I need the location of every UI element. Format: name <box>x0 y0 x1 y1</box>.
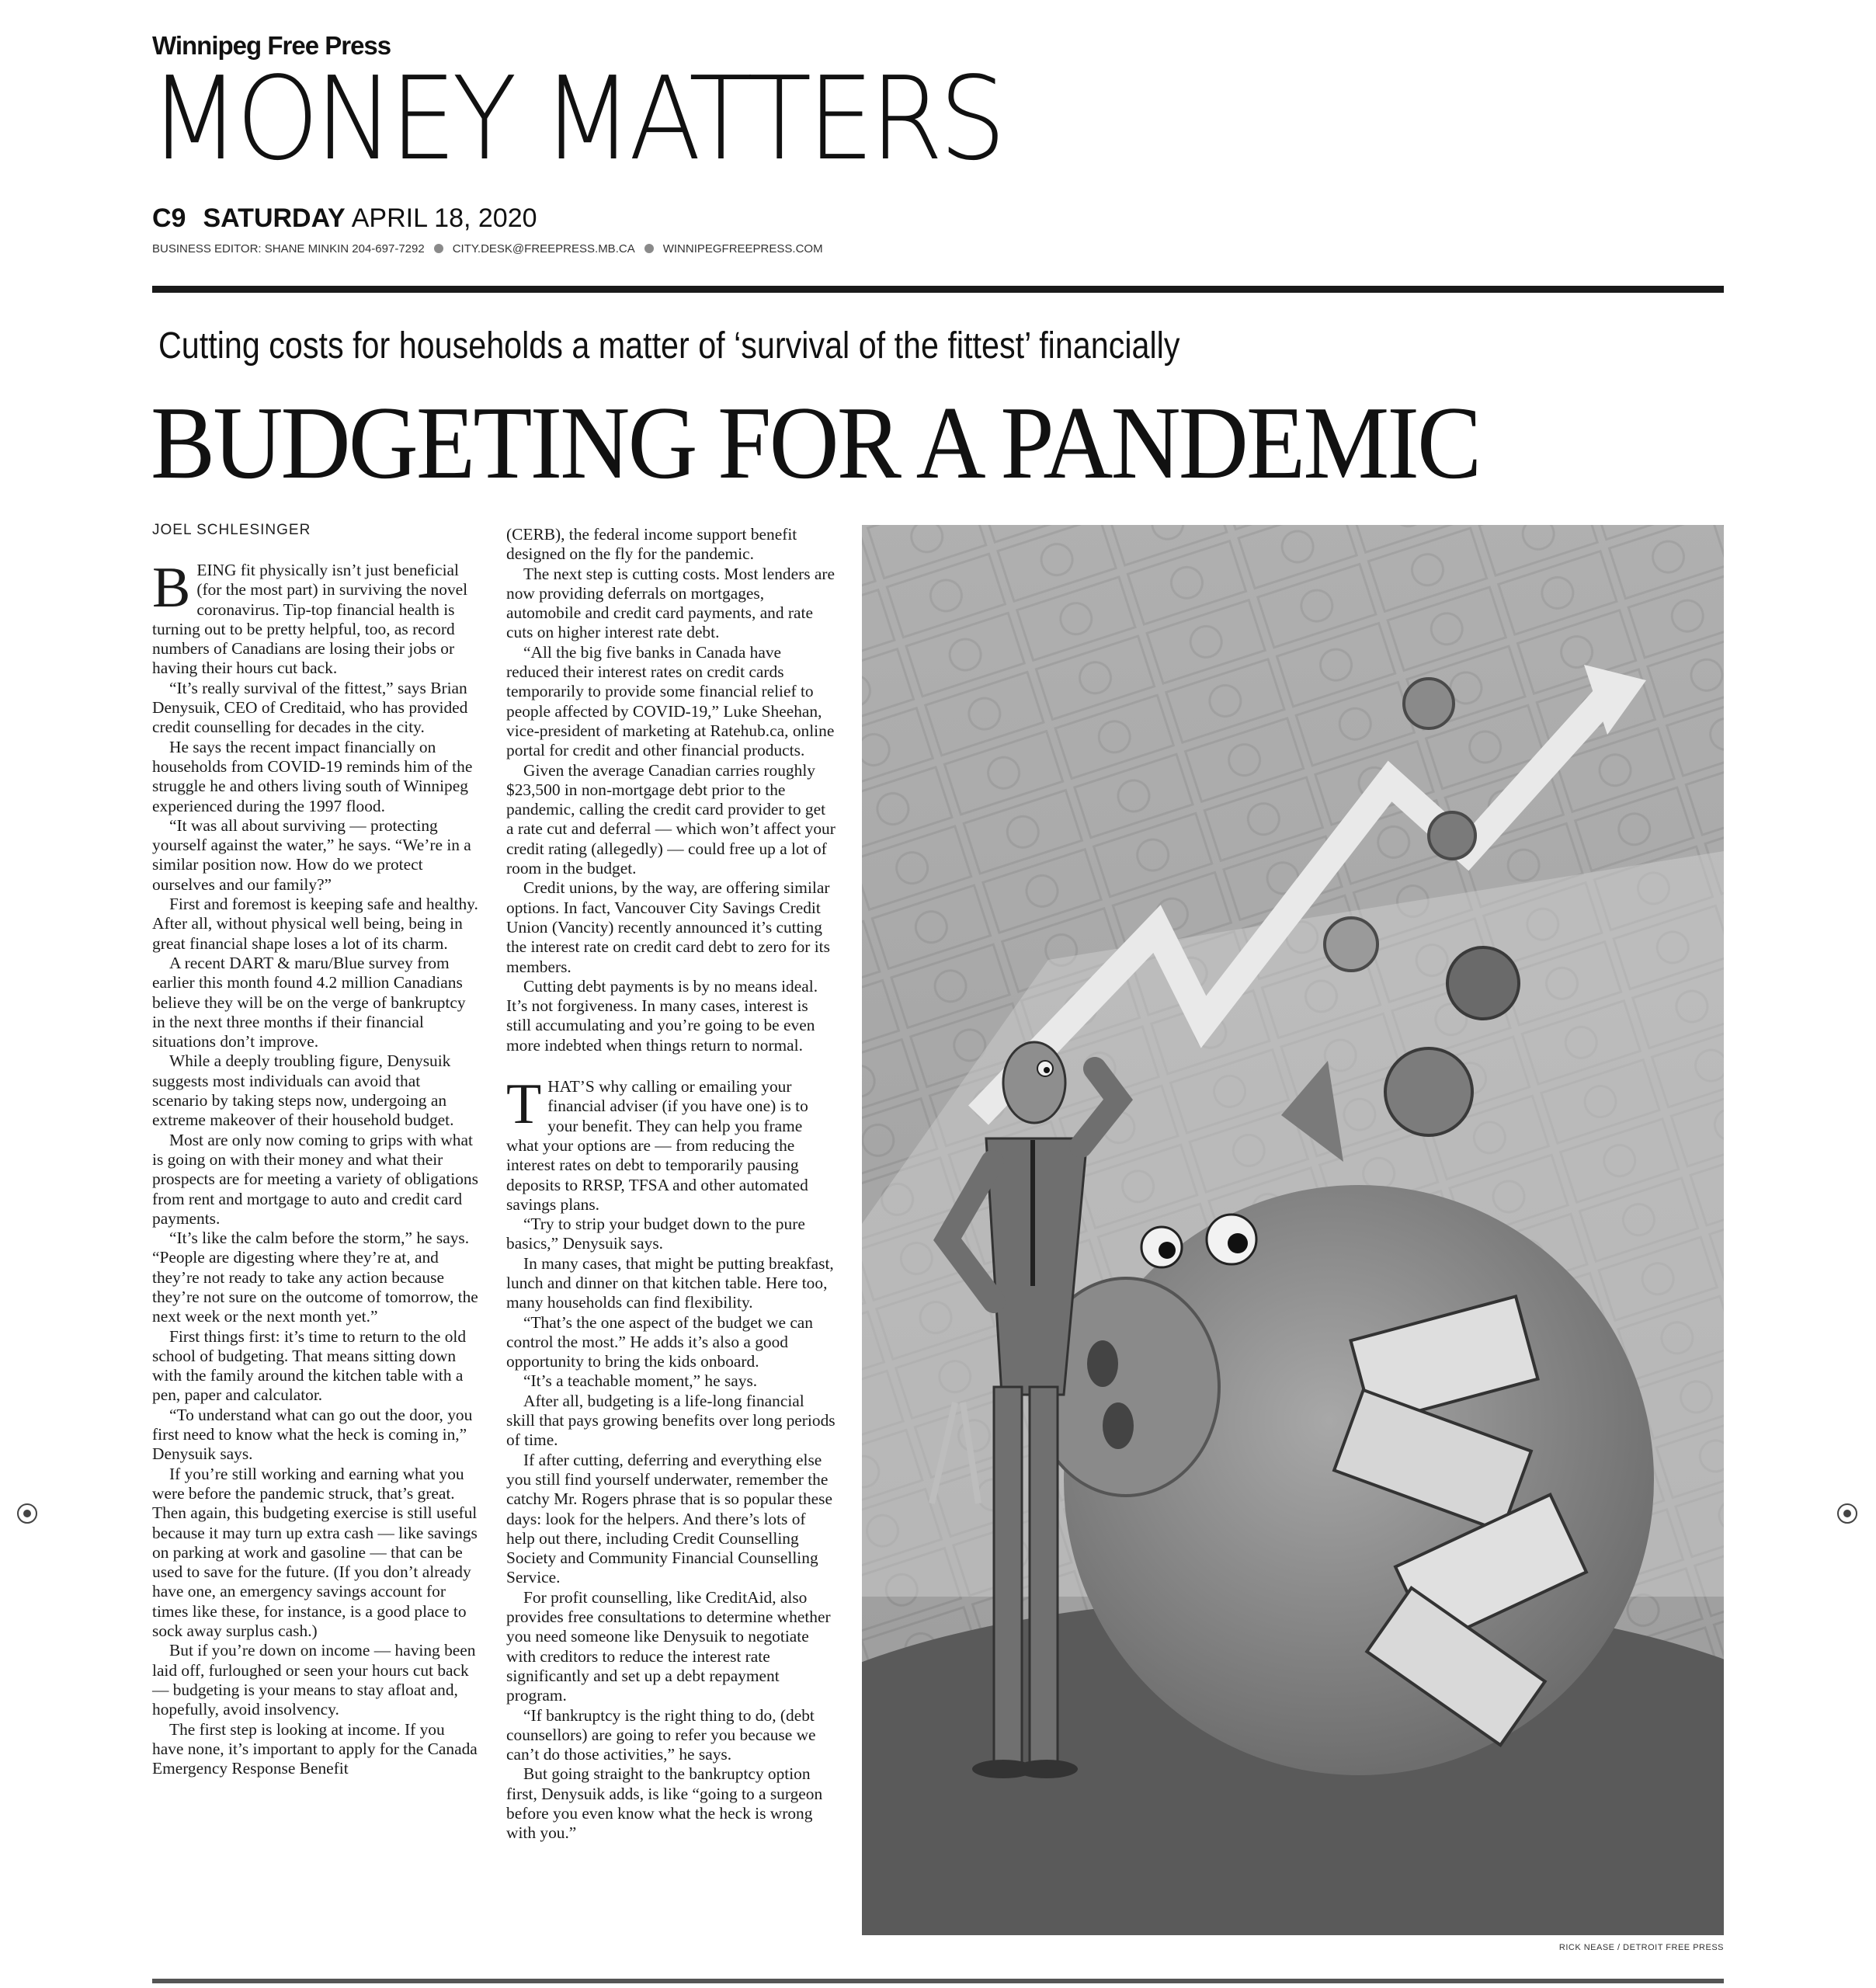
paragraph: “To understand what can go out the door, you first need to know what the heck is coming in,” Denysuik says. <box>152 1405 473 1464</box>
paragraph: “Try to strip your budget down to the pure basics,” Denysuik says. <box>506 1215 805 1253</box>
dateline-date: APRIL 18, 2020 <box>351 203 537 233</box>
bullet-icon <box>434 244 443 253</box>
registration-mark-icon <box>1837 1503 1857 1524</box>
contact-email: CITY.DESK@FREEPRESS.MB.CA <box>452 242 635 255</box>
paragraph: But if you’re down on income — having been laid off, furloughed or seen your hours cut back — budgeting is your means to stay afloat and, hopefully, avoid insolvency. <box>152 1641 476 1719</box>
masthead: Winnipeg Free Press <box>152 31 391 60</box>
paragraph: A recent DART & maru/Blue survey from earlier this month found 4.2 million Canadians believe they will be on the verge of bankruptcy in the next three months if their financial situations don’t improve. <box>152 953 466 1051</box>
photo-credit: RICK NEASE / DETROIT FREE PRESS <box>1558 1943 1724 1952</box>
paragraph: “That’s the one aspect of the budget we can control the most.” He adds it’s also a good opportunity to bring the kids onboard. <box>506 1312 813 1371</box>
paragraph: “It’s like the calm before the storm,” he says. “People are digesting where they’re at, and they’re not ready to take any action because they’re not sure on the outcome of tomorrow, the next week or the next month yet.” <box>152 1229 478 1326</box>
paragraph: For profit counselling, like CreditAid, also provides free consultations to determine whether you need someone like Denysuik to negotiate with creditors to reduce the interest rate significantly and set up a debt repayment program. <box>506 1587 831 1705</box>
bullet-icon <box>644 244 654 253</box>
bottom-rule <box>152 1979 1724 1983</box>
paragraph: If you’re still working and earning what you were before the pandemic struck, that’s great. Then again, this budgeting exercise is still useful because it may turn up extra cash — like savings on parking at work and gasoline — that can be used to save for the future. (If you don’t already have one, an emergency savings account for times like these, for instance, is a good place to sock away surplus cash.) <box>152 1464 478 1641</box>
drop-cap: B <box>152 556 191 620</box>
illustration <box>862 525 1724 1935</box>
paragraph: But going straight to the bankruptcy option first, Denysuik adds, is like “going to a surgeon before you even know what the heck is wrong with you.” <box>506 1764 823 1843</box>
contact-line <box>152 242 823 255</box>
business-editor: BUSINESS EDITOR: SHANE MINKIN 204-697-7292 <box>152 242 425 255</box>
paragraph: He says the recent impact financially on households from COVID-19 reminds him of the struggle he and others living south of Winnipeg experienced during the 1997 flood. <box>152 737 473 815</box>
paragraph: “If bankruptcy is the right thing to do, (debt counsellors) are going to refer you because we can’t do those activities,” he says. <box>506 1705 816 1764</box>
section-gap <box>506 1055 836 1077</box>
paragraph: The next step is cutting costs. Most lenders are now providing deferrals on mortgages, automobile and credit card payments, and rate cuts on higher interest rate debt. <box>506 564 835 642</box>
headline: BUDGETING FOR A PANDEMIC <box>151 385 1480 500</box>
paragraph: In many cases, that might be putting breakfast, lunch and dinner on that kitchen table. Here too, many households can find flexibility. <box>506 1253 834 1312</box>
paragraph: Cutting debt payments is by no means ideal. It’s not forgiveness. In many cases, interest is still accumulating and you’re going to be even more indebted when things return to normal. <box>506 976 818 1055</box>
illustration-svg <box>862 525 1724 1935</box>
drop-cap: T <box>506 1072 542 1137</box>
byline: JOEL SCHLESINGER <box>152 522 311 538</box>
page-number: C9 <box>152 203 186 233</box>
paragraph: The first step is looking at income. If you have none, it’s important to apply for the Canada Emergency Response Benefit <box>152 1719 478 1778</box>
paragraph: Credit unions, by the way, are offering similar options. In fact, Vancouver City Savings Credit Union (Vancity) recently announced it’s cutting the interest rate on credit card debt to zero for its members. <box>506 878 830 976</box>
paragraph: “All the big five banks in Canada have reduced their interest rates on credit cards temporarily to provide some financial relief to people affected by COVID-19,” Luke Sheehan, vice-president of marketing at Ratehub.ca, online portal for credit and other financial products. <box>506 642 835 760</box>
registration-mark-icon <box>17 1503 37 1524</box>
dateline-day: SATURDAY <box>203 203 346 233</box>
paragraph: “It’s really survival of the fittest,” says Brian Denysuik, CEO of Creditaid, who has provided credit counselling for decades in the city. <box>152 678 468 737</box>
paragraph: First and foremost is keeping safe and healthy. After all, without physical well being, being in great financial shape loses a lot of its charm. <box>152 895 478 953</box>
article-column-2 <box>506 525 836 1844</box>
paragraph: (CERB), the federal income support benefit designed on the fly for the pandemic. <box>506 525 797 564</box>
contact-web: WINNIPEGFREEPRESS.COM <box>662 242 823 255</box>
kicker: Cutting costs for households a matter of ‘survival of the fittest’ financially <box>158 325 1180 367</box>
top-rule <box>152 286 1724 293</box>
paragraph: After all, budgeting is a life-long financial skill that pays growing benefits over long periods of time. <box>506 1391 836 1450</box>
article-column-1 <box>152 556 478 1778</box>
dateline <box>152 203 537 234</box>
paragraph: Most are only now coming to grips with what is going on with their money and what their prospects are for meeting a variety of obligations from rent and mortgage to auto and credit card payments. <box>152 1130 478 1228</box>
paragraph: While a deeply troubling figure, Denysuik suggests most individuals can avoid that scenario by taking steps now, undergoing an extreme makeover of their household budget. <box>152 1051 454 1130</box>
paragraph: EING fit physically isn’t just beneficial (for the most part) in surviving the novel coronavirus. Tip-top financial health is turning out to be pretty helpful, too, as record numbers of Canadians are losing their jobs or having their hours cut back. <box>152 561 468 678</box>
paragraph: “It’s a teachable moment,” he says. <box>523 1371 758 1391</box>
paragraph: If after cutting, deferring and everything else you still find yourself underwater, remember the catchy Mr. Rogers phrase that is so popular these days: look for the helpers. And there’s lots of help out there, including Credit Counselling Society and Community Financial Counselling Service. <box>506 1450 832 1587</box>
paragraph: Given the average Canadian carries roughly $23,500 in non-mortgage debt prior to the pandemic, calling the credit card provider to get a rate cut and deferral — which won’t affect your credit rating (allegedly) — could free up a lot of room in the budget. <box>506 760 836 878</box>
paragraph: First things first: it’s time to return to the old school of budgeting. That means sitting down with the family around the kitchen table with a pen, paper and calculator. <box>152 1326 467 1405</box>
paragraph: “It was all about surviving — protecting yourself against the water,” he says. “We’re in a similar position now. How do we protect ourselves and our family?” <box>152 815 471 894</box>
section-title: MONEY MATTERS <box>149 52 1002 186</box>
paragraph: HAT’S why calling or emailing your financial adviser (if you have one) is to your benefit. They can help you frame what your options are — from reducing the interest rates on debt to temporarily pausing deposits to RRSP, TFSA and other automated savings plans. <box>506 1077 808 1214</box>
